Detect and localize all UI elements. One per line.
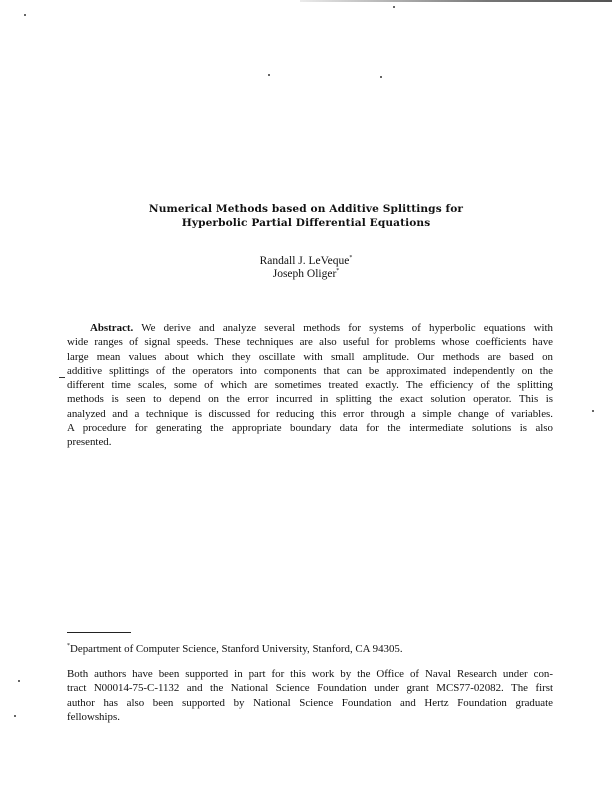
abstract-line: A procedure for generating the appropriate boundary data for the intermediate solutions is also <box>67 422 553 435</box>
funding-line: author has also been supported by National Science Foundation and Hertz Foundation graduate <box>67 696 553 709</box>
paper-title <box>0 203 612 230</box>
author-name: Joseph Oliger <box>272 268 337 280</box>
affiliation-text: Department of Computer Science, Stanford University, Stanford, CA 94305. <box>70 643 403 655</box>
scan-top-border <box>300 0 612 2</box>
footnote-mark: * <box>67 643 70 649</box>
author <box>0 255 612 268</box>
footnote-rule <box>67 632 131 633</box>
footnote-mark: * <box>336 268 340 274</box>
affiliation-footnote <box>67 642 553 656</box>
scan-speck <box>14 715 16 717</box>
title-line: Hyperbolic Partial Differential Equations <box>181 216 431 229</box>
footnote-mark: * <box>349 255 353 261</box>
scan-speck <box>18 680 20 682</box>
author-name: Randall J. LeVeque <box>259 255 350 267</box>
abstract-line: presented. <box>67 436 112 449</box>
abstract-line: methods is seen to depend on the error incurred in splitting the exact solution operator. This is <box>67 393 553 406</box>
margin-mark <box>59 377 65 378</box>
funding-line: Both authors have been supported in part for this work by the Office of Naval Research under con- <box>67 668 553 680</box>
scan-speck <box>24 14 26 16</box>
abstract-line: different time scales, some of which are sometimes treated exactly. The efficiency of the splitting <box>67 379 553 392</box>
abstract-label: Abstract. <box>90 322 134 334</box>
scan-speck <box>380 76 382 78</box>
title-line: Numerical Methods based on Additive Splittings for <box>148 203 464 215</box>
author-list <box>0 255 612 281</box>
funding-line: fellowships. <box>67 710 120 723</box>
funding-line: tract N00014-75-C-1132 and the National Science Foundation under grant MCS77-02082. The first <box>67 682 553 695</box>
abstract-line: analyzed and a technique is discussed for reducing this error through a simple change of variables. <box>67 407 553 420</box>
scan-speck <box>268 74 270 76</box>
abstract-line: Abstract. We derive and analyze several methods for systems of hyperbolic equations with <box>90 322 553 334</box>
abstract <box>67 321 553 450</box>
abstract-line: large mean values about which they oscillate with small amplitude. Our methods are based on <box>67 350 553 363</box>
scan-speck <box>592 410 594 412</box>
abstract-line: additive splittings of the operators into components that can be approximated independently on the <box>67 364 553 377</box>
abstract-line: wide ranges of signal speeds. These techniques are also useful for problems whose coefficients have <box>67 336 553 349</box>
funding-footnote <box>67 667 553 724</box>
author <box>0 268 612 281</box>
scan-speck <box>393 6 395 8</box>
